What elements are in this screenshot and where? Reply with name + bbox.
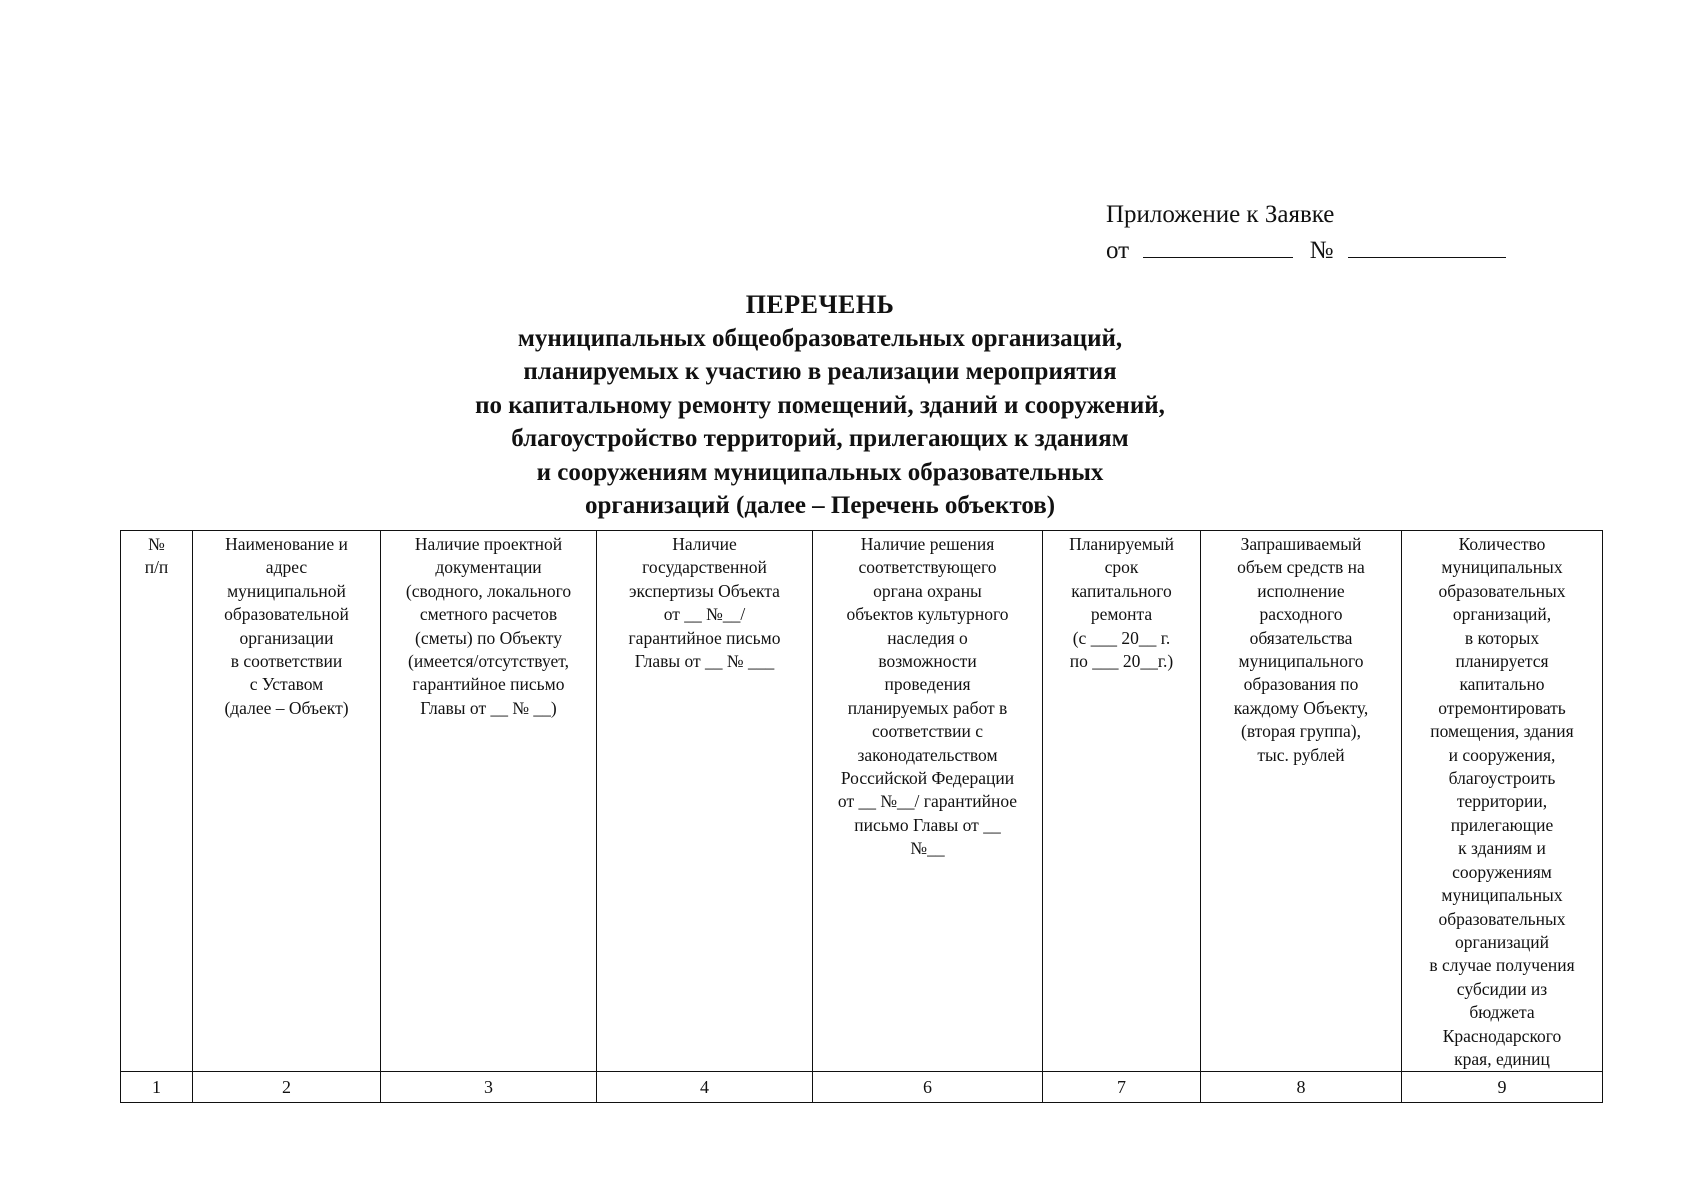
annex-number-label: № xyxy=(1309,237,1334,264)
column-number-cell: 2 xyxy=(193,1072,381,1103)
header-cell-repair-period: Планируемый срок капитального ремонта (с ___ 20__ г. по ___ 20__г.) xyxy=(1043,531,1201,1072)
table-number-row xyxy=(121,1072,1603,1103)
column-number-cell: 3 xyxy=(381,1072,597,1103)
title-line: планируемых к участию в реализации мероприятия xyxy=(523,358,1117,385)
header-cell-number: № п/п xyxy=(121,531,193,1072)
title-line: и сооружениям муниципальных образовательных xyxy=(536,458,1104,486)
title-line: муниципальных общеобразовательных организаций, xyxy=(517,324,1123,352)
header-cell-project-docs: Наличие проектной документации (сводного, локального сметного расчетов (сметы) по Объекту (имеется/отсутствует, гарантийное письмо Главы от __ № __) xyxy=(381,531,597,1072)
annex-date-blank xyxy=(1143,235,1293,258)
title-line: по капитальному ремонту помещений, зданий и сооружений, xyxy=(475,391,1165,419)
column-number-cell: 4 xyxy=(597,1072,813,1103)
header-cell-requested-funds: Запрашиваемый объем средств на исполнение расходного обязательства муниципального образования по каждому Объекту, (вторая группа), тыс. рублей xyxy=(1201,531,1402,1072)
column-number-cell: 6 xyxy=(813,1072,1043,1103)
header-cell-organizations-count: Количество муниципальных образовательных организаций, в которых планируется капитально отремонтировать помещения, здания и сооружения, благоустроить территории, прилегающие к зданиям и сооружениям муниципальных образовательных организаций в случае получения субсидии из бюджета Краснодарского края, единиц xyxy=(1402,531,1603,1072)
annex-from-label: от xyxy=(1106,237,1130,264)
document-heading: ПЕРЕЧЕНЬ xyxy=(745,290,895,319)
title-line: организаций (далее – Перечень объектов) xyxy=(584,492,1056,519)
table-header-row xyxy=(121,531,1603,1072)
header-cell-object-name: Наименование и адрес муниципальной образовательной организации в соответствии с Уставом (далее – Объект) xyxy=(193,531,381,1072)
header-cell-state-expertise: Наличие государственной экспертизы Объекта от __ №__/ гарантийное письмо Главы от __ № ___ xyxy=(597,531,813,1072)
annex-header xyxy=(1106,197,1506,269)
column-number-cell: 7 xyxy=(1043,1072,1201,1103)
column-number-cell: 1 xyxy=(121,1072,193,1103)
objects-table xyxy=(120,530,1603,1103)
column-number-cell: 8 xyxy=(1201,1072,1402,1103)
document-title xyxy=(300,288,1340,523)
title-line: благоустройство территорий, прилегающих к зданиям xyxy=(511,425,1129,452)
header-cell-heritage-decision: Наличие решения соответствующего органа охраны объектов культурного наследия о возможности проведения планируемых работ в соответствии с законодательством Российской Федерации от __ №__/ гарантийное письмо Главы от __ №__ xyxy=(813,531,1043,1072)
column-number-cell: 9 xyxy=(1402,1072,1603,1103)
annex-date-number-line xyxy=(1106,233,1506,269)
annex-title: Приложение к Заявке xyxy=(1106,201,1335,228)
annex-number-blank xyxy=(1348,235,1506,258)
